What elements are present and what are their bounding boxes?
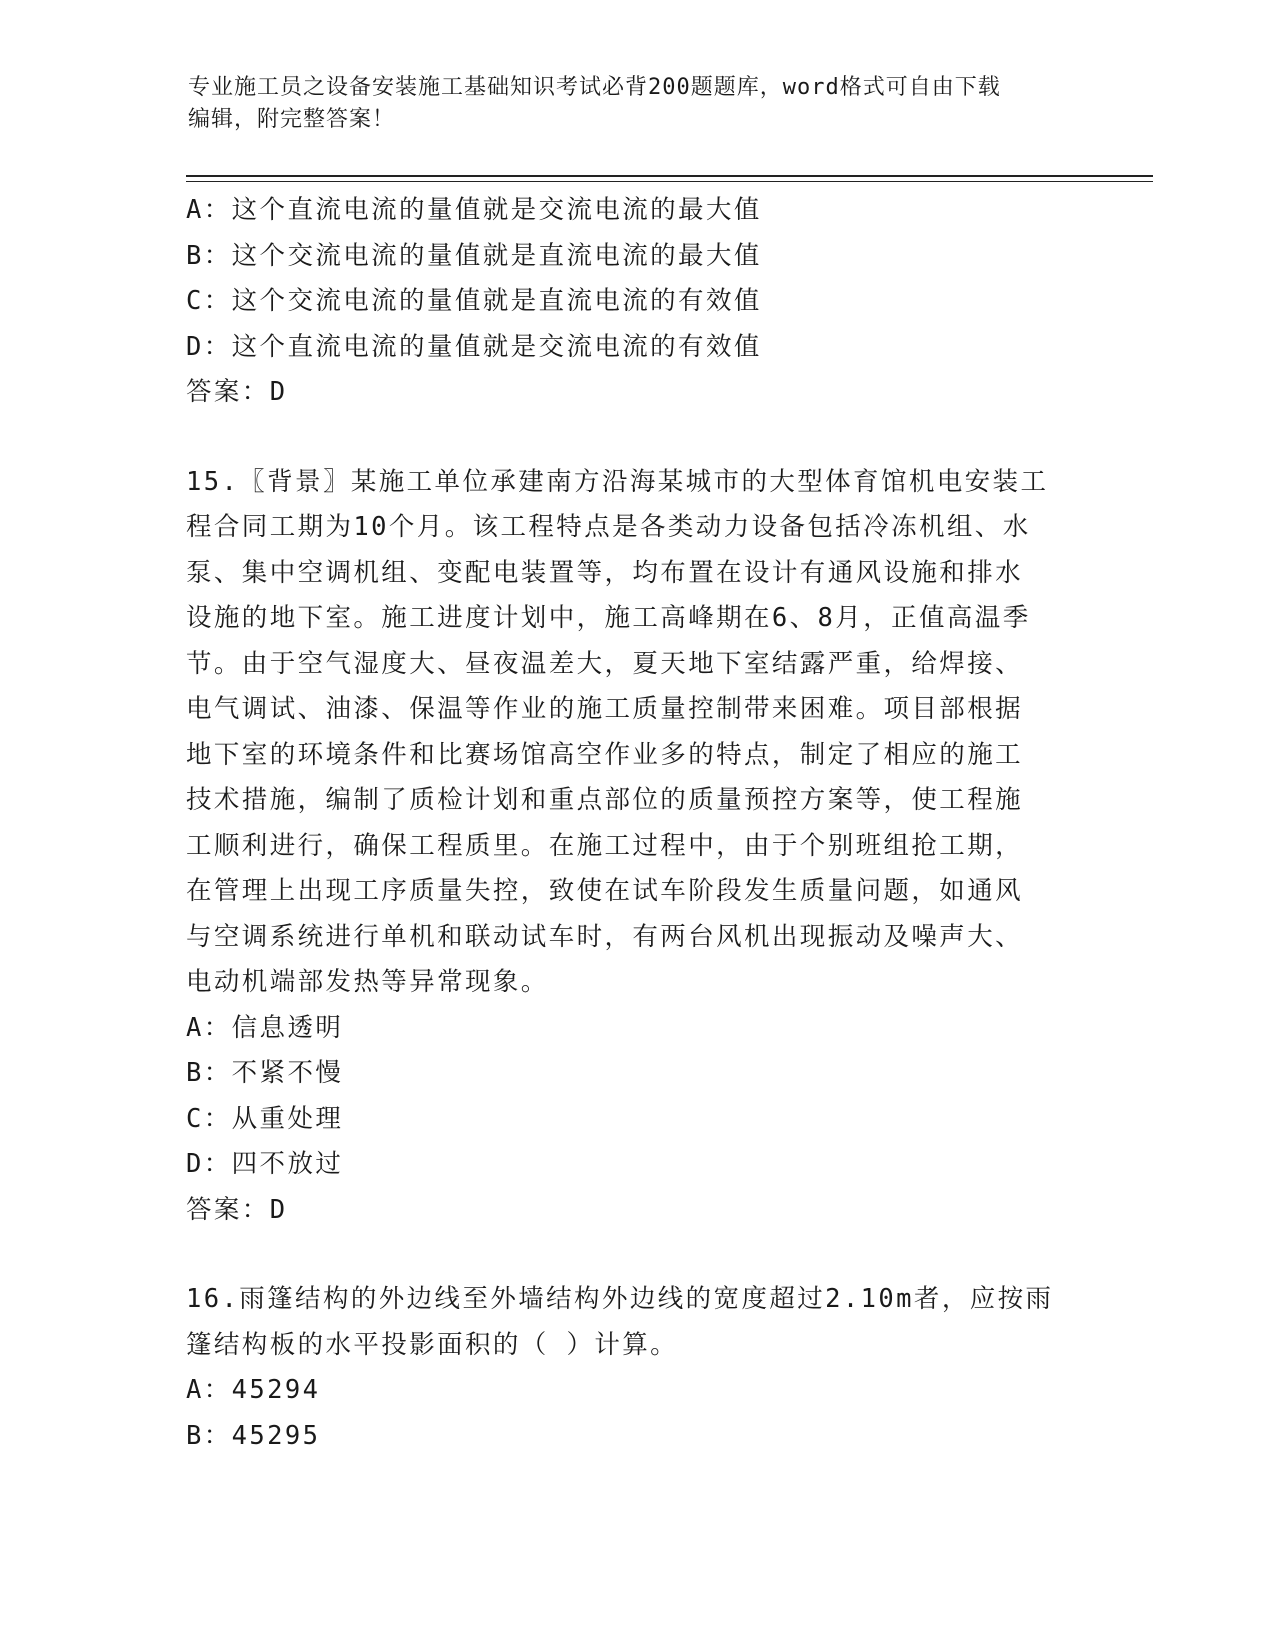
question-text-line: 电气调试、油漆、保温等作业的施工质量控制带来困难。项目部根据 — [186, 694, 1024, 724]
option-a: A：这个直流电流的量值就是交流电流的最大值 — [186, 195, 762, 225]
question-content — [186, 188, 1076, 1459]
question-text-line: 技术措施，编制了质检计划和重点部位的质量预控方案等，使工程施 — [186, 785, 1024, 815]
option-d: D：这个直流电流的量值就是交流电流的有效值 — [186, 331, 762, 362]
header-divider-thick — [186, 175, 1153, 177]
header-divider-thin — [186, 181, 1153, 182]
question-text-line: 16.雨篷结构的外边线至外墙结构外边线的宽度超过2.10m者，应按雨 — [186, 1284, 1054, 1314]
question-text-line: 程合同工期为10个月。该工程特点是各类动力设备包括冷冻机组、水 — [186, 512, 1031, 542]
option-b: B：这个交流电流的量值就是直流电流的最大值 — [186, 240, 762, 271]
option-a: A：信息透明 — [186, 1012, 344, 1043]
document-header — [188, 72, 1068, 136]
question-text-line: 15.〖背景〗某施工单位承建南方沿海某城市的大型体育馆机电安装工 — [186, 466, 1049, 497]
question-text-line: 节。由于空气湿度大、昼夜温差大，夏天地下室结露严重，给焊接、 — [186, 648, 1024, 679]
question-text-line: 在管理上出现工序质量失控，致使在试车阶段发生质量问题，如通风 — [186, 876, 1024, 906]
question-text-line: 篷结构板的水平投影面积的（ ）计算。 — [186, 1329, 679, 1360]
question-text-line: 工顺利进行，确保工程质里。在施工过程中，由于个别班组抢工期， — [186, 830, 1024, 861]
header-line-1: 专业施工员之设备安装施工基础知识考试必背200题题库，word格式可自由下载 — [188, 75, 1001, 100]
question-15 — [186, 460, 1076, 1234]
question-text-line: 泵、集中空调机组、变配电装置等，均布置在设计有通风设施和排水 — [186, 557, 1024, 588]
option-a: A：45294 — [186, 1375, 321, 1405]
answer: 答案：D — [186, 1194, 288, 1225]
question-text-line: 电动机端部发热等异常现象。 — [186, 967, 549, 997]
answer: 答案：D — [186, 377, 288, 407]
option-b: B：45295 — [186, 1420, 321, 1451]
question-text-line: 地下室的环境条件和比赛场馆高空作业多的特点，制定了相应的施工 — [186, 739, 1024, 770]
question-16 — [186, 1277, 1076, 1459]
option-b: B：不紧不慢 — [186, 1058, 344, 1088]
option-c: C：这个交流电流的量值就是直流电流的有效值 — [186, 286, 762, 316]
header-line-2: 编辑，附完整答案！ — [188, 107, 396, 132]
question-14 — [186, 188, 1076, 416]
option-d: D：四不放过 — [186, 1149, 344, 1179]
question-text-line: 与空调系统进行单机和联动试车时，有两台风机出现振动及噪声大、 — [186, 921, 1024, 952]
question-text-line: 设施的地下室。施工进度计划中，施工高峰期在6、8月，正值高温季 — [186, 603, 1031, 633]
option-c: C：从重处理 — [186, 1103, 344, 1134]
